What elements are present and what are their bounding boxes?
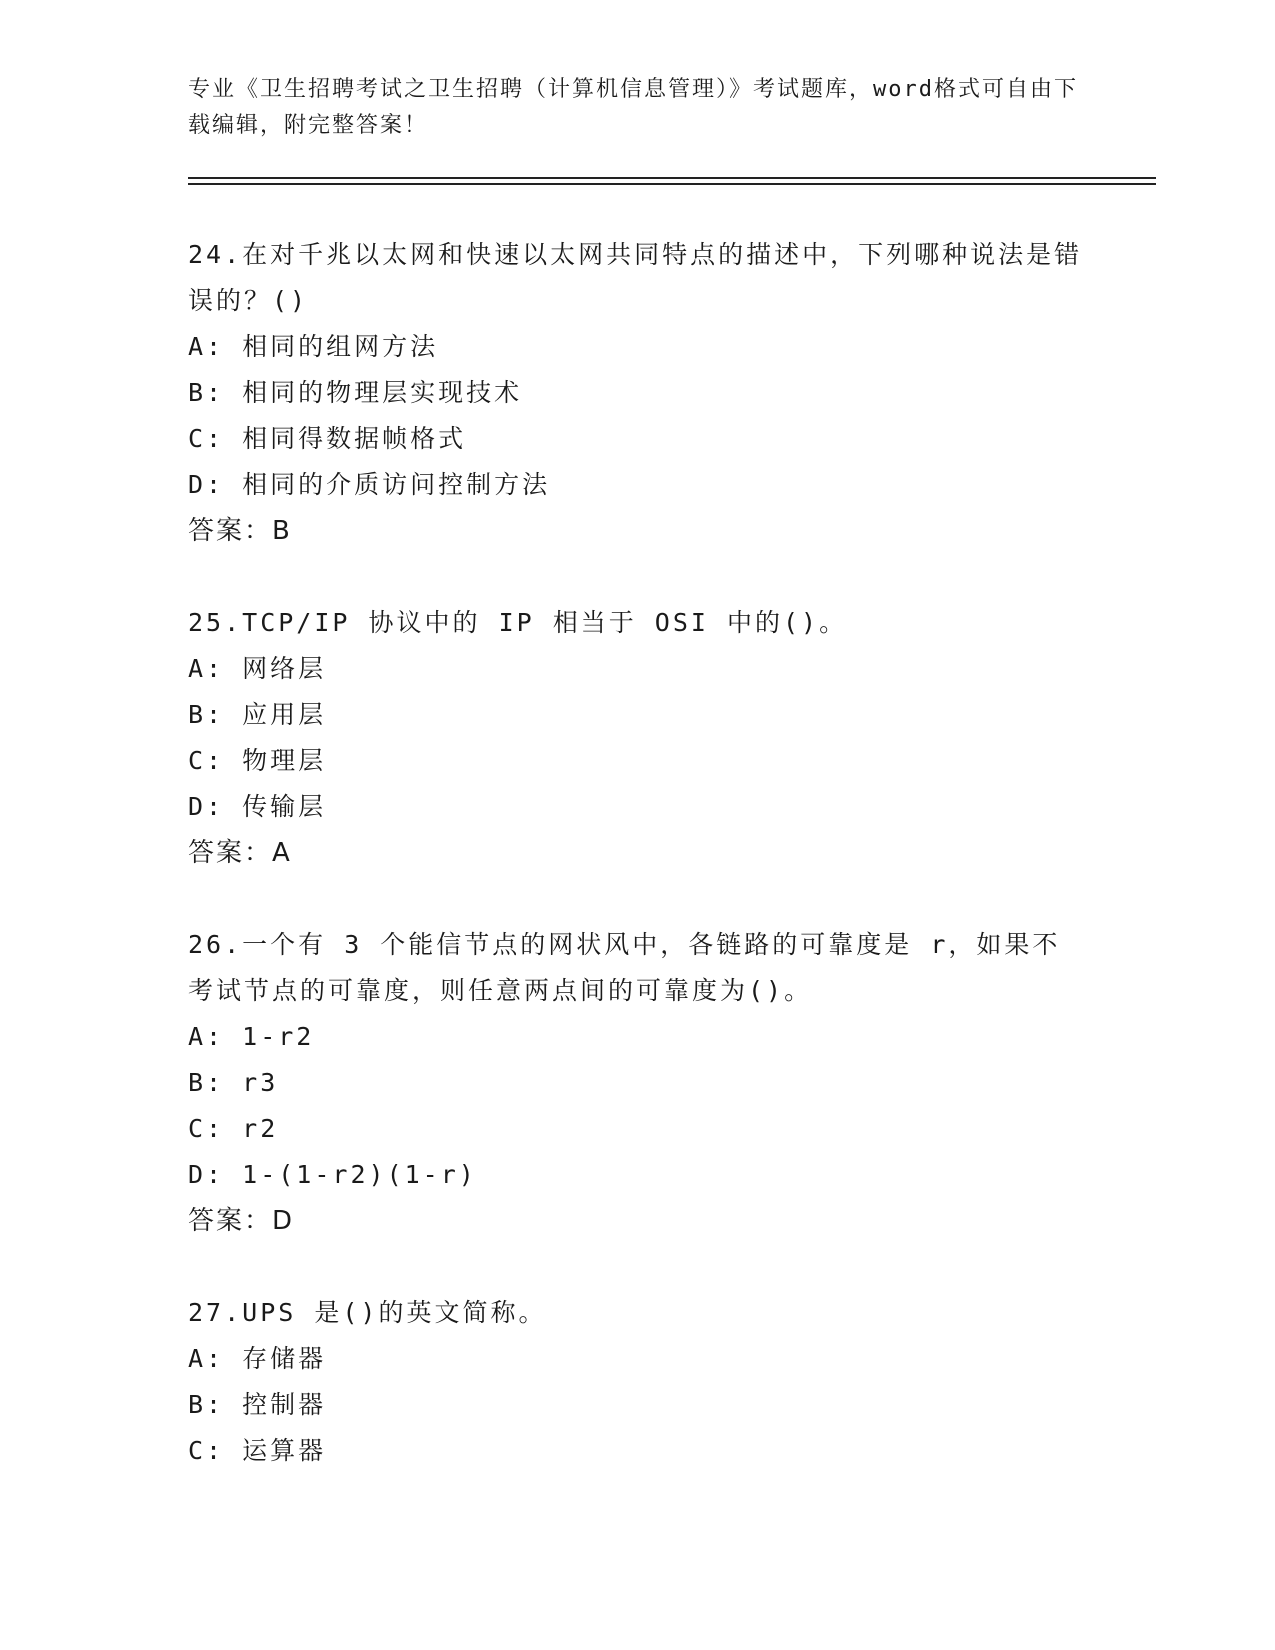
question-26 xyxy=(188,922,1088,1244)
option-b: B: 应用层 xyxy=(188,700,327,729)
option-a: A: 存储器 xyxy=(188,1344,327,1373)
option-a: A: 1-r2 xyxy=(188,1022,315,1051)
answer-label: 答案：B xyxy=(188,516,292,546)
question-text: 25.TCP/IP 协议中的 IP 相当于 OSI 中的()。 xyxy=(188,608,848,637)
option-b: B: 控制器 xyxy=(188,1390,327,1419)
option-c: C: 物理层 xyxy=(188,746,327,775)
option-a: A: 相同的组网方法 xyxy=(188,332,439,361)
option-b: B: 相同的物理层实现技术 xyxy=(188,378,523,407)
question-text: 27.UPS 是()的英文简称。 xyxy=(188,1298,547,1327)
question-text: 24.在对千兆以太网和快速以太网共同特点的描述中，下列哪种说法是错误的？() xyxy=(188,240,1083,315)
option-d: D: 传输层 xyxy=(188,792,327,821)
question-27 xyxy=(188,1290,1088,1474)
question-text: 26.一个有 3 个能信节点的网状风中，各链路的可靠度是 r，如果不考试节点的可靠度，则任意两点间的可靠度为()。 xyxy=(188,930,1061,1005)
option-d: D: 相同的介质访问控制方法 xyxy=(188,470,551,499)
header-divider-top xyxy=(188,177,1156,179)
option-b: B: r3 xyxy=(188,1068,279,1097)
option-c: C: 相同得数据帧格式 xyxy=(188,424,467,453)
option-c: C: 运算器 xyxy=(188,1436,327,1465)
option-a: A: 网络层 xyxy=(188,654,327,683)
document-header: 专业《卫生招聘考试之卫生招聘（计算机信息管理）》考试题库，word格式可自由下载编辑，附完整答案！ xyxy=(188,77,1078,138)
option-d: D: 1-(1-r2)(1-r) xyxy=(188,1160,477,1189)
answer-label: 答案：D xyxy=(188,1206,295,1236)
question-24 xyxy=(188,232,1088,554)
question-25 xyxy=(188,600,1088,876)
header-divider-bottom xyxy=(188,183,1156,185)
answer-label: 答案：A xyxy=(188,838,292,868)
option-c: C: r2 xyxy=(188,1114,279,1143)
